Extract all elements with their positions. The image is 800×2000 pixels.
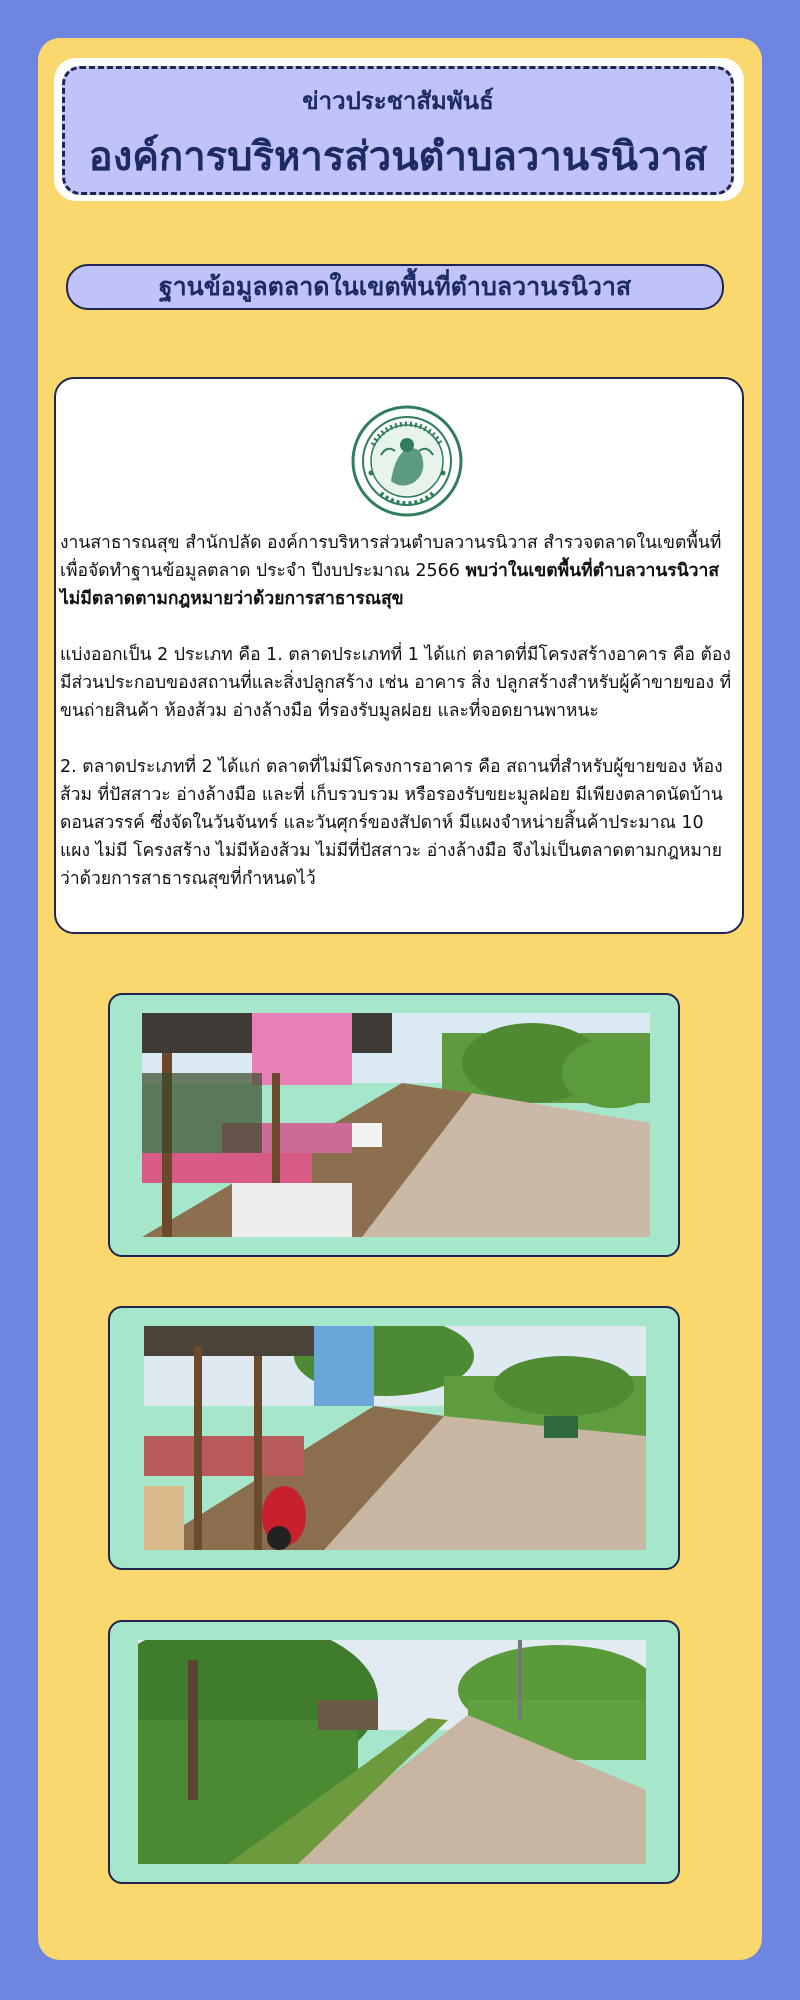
paragraph-1 [60, 529, 734, 613]
photo-frame-1 [108, 993, 680, 1257]
section-title: ฐานข้อมูลตลาดในเขตพื้นที่ตำบลวานรนิวาส [66, 264, 724, 310]
header-banner [54, 58, 744, 201]
organization-seal-icon [351, 405, 463, 517]
poster-card [38, 38, 762, 1960]
road-photo [138, 1640, 646, 1864]
announcement-text-card [54, 377, 744, 934]
market-photo-1 [142, 1013, 650, 1237]
paragraph-1-text: งานสาธารณสุข สำนักปลัด องค์การบริหารส่วนตำบลวานรนิวาส สำรวจตลาดในเขตพื้นที่ เพื่อจัดทำฐานข้อมูลตลาด ประจำ ปีงบประมาณ 2566 [60, 533, 722, 581]
paragraph-2: แบ่งออกเป็น 2 ประเภท คือ 1. ตลาดประเภทที่ 1 ได้แก่ ตลาดที่มีโครงสร้างอาคาร คือ ต้องมีส่วนประกอบของสถานที่และสิ่งปลูกสร้าง เช่น อาคาร สิ่ง ปลูกสร้างสำหรับผู้ค้าขายของ ที่ขนถ่ายสินค้า ห้องส้วม อ่างล้างมือ ที่รองรับมูลฝอย และที่จอดยานพาหนะ [60, 645, 732, 721]
photo-frame-3 [108, 1620, 680, 1884]
market-photo-2 [144, 1326, 646, 1550]
announcement-body [60, 529, 734, 893]
header-subtitle: ข่าวประชาสัมพันธ์ [302, 87, 494, 115]
header-dashed-box [62, 66, 734, 195]
paragraph-3: 2. ตลาดประเภทที่ 2 ได้แก่ ตลาดที่ไม่มีโครงการอาคาร คือ สถานที่สำหรับผู้ขายของ ห้องส้วม ที่ปัสสาวะ อ่างล้างมือ และที่ เก็บรวบรวม หรือรองรับขยะมูลฝอย มีเพียงตลาดนัดบ้านดอนสวรรค์ ซึ่งจัดในวันจันทร์ และวันศุกร์ของสัปดาห์ มีแผงจำหน่ายสิ้นค้าประมาณ 10 แผง ไม่มี โครงสร้าง ไม่มีห้องส้วม ไม่มีที่ปัสสาวะ อ่างล้างมือ จึงไม่เป็นตลาดตามกฎหมายว่าด้วยการสาธารณสุขที่กำหนดไว้ [60, 757, 723, 889]
paragraph-1-emphasis: พบว่าในเขตพื้นที่ตำบลวานรนิวาส ไม่มีตลาดตามกฎหมายว่าด้วยการสาธารณสุข [60, 561, 720, 609]
header-title: องค์การบริหารส่วนตำบลวานรนิวาส [88, 134, 708, 180]
photo-frame-2 [108, 1306, 680, 1570]
